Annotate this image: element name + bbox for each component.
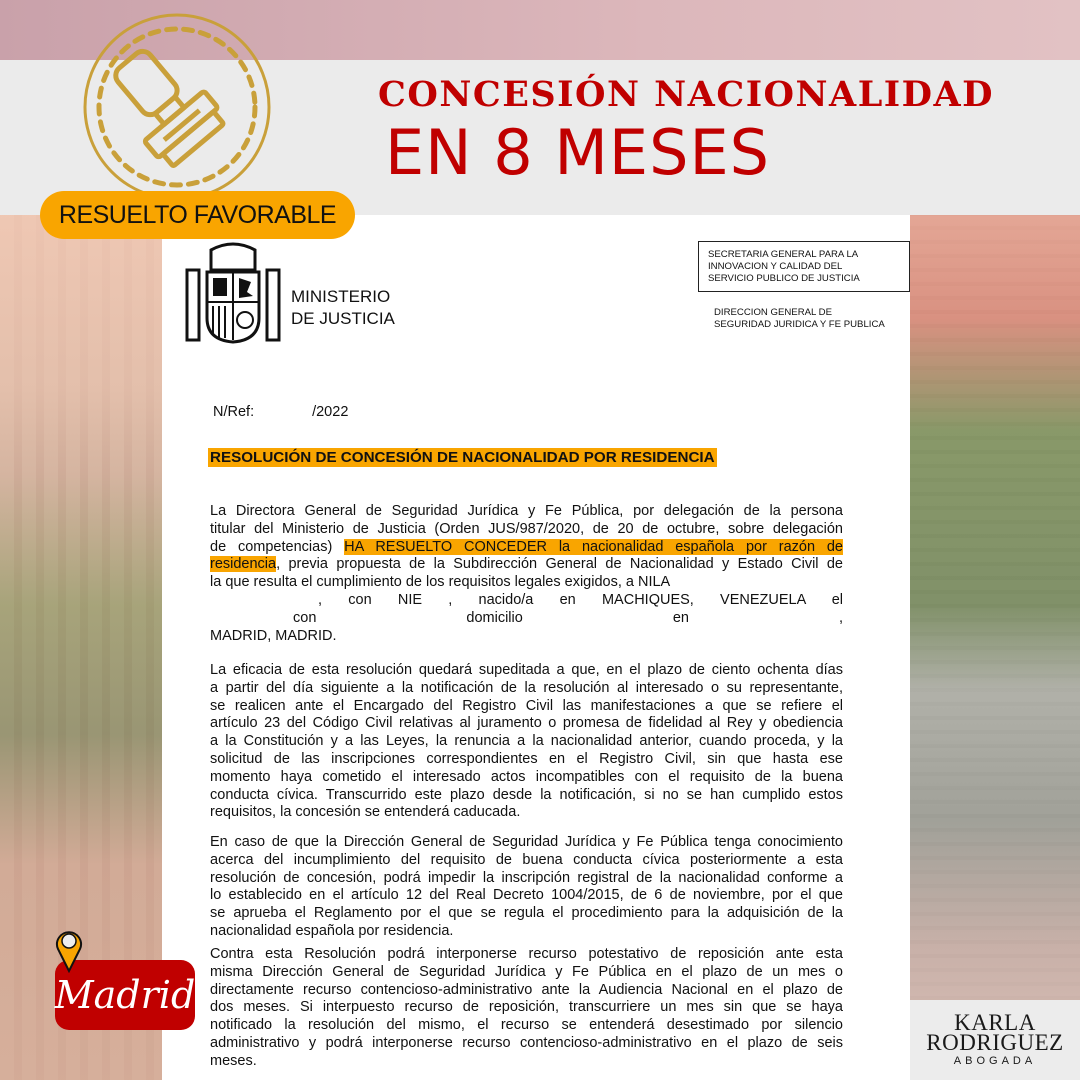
text-line bbox=[210, 804, 843, 822]
text: notificado la resolución del mismo, el recurso se entenderá desestimado por silencio bbox=[210, 1017, 843, 1034]
text: La eficacia de esta resolución quedará supeditada a que, en el plazo de ciento ochenta días bbox=[210, 662, 843, 678]
brand-name: KARLA bbox=[954, 1010, 1036, 1035]
text-line bbox=[210, 787, 843, 805]
text-line bbox=[210, 1053, 843, 1071]
text-line bbox=[210, 905, 843, 923]
text: conducta cívica. Transcurrido este plazo desde la notificación, si no se han cumplido estos bbox=[210, 786, 843, 803]
secretaria-line: SERVICIO PUBLICO DE JUSTICIA bbox=[708, 273, 860, 284]
text-line bbox=[210, 946, 843, 964]
text: de competencias) bbox=[210, 538, 345, 555]
map-pin-icon bbox=[55, 927, 83, 973]
highlighted-text: HA RESUELTO CONCEDER la nacionalidad española por razón de bbox=[344, 538, 843, 555]
text-line bbox=[210, 887, 843, 905]
secretaria-box bbox=[698, 241, 910, 292]
text: directamente recurso contencioso-administrativo ante la Audiencia Nacional en el plazo de bbox=[210, 981, 843, 998]
paragraph bbox=[210, 662, 843, 822]
headline: CONCESIÓN NACIONALIDAD bbox=[378, 74, 995, 115]
headline-subtitle: EN 8 MESES bbox=[385, 116, 770, 189]
text: , con NIE , nacido/a en MACHIQUES, VENEZUELA el bbox=[318, 591, 843, 608]
text: administrativo y podrá interponerse recurso contencioso-administrativo en el plazo de seis bbox=[210, 1034, 843, 1051]
direccion-line: SEGURIDAD JURIDICA Y FE PUBLICA bbox=[714, 319, 885, 330]
text: solicitud de las inscripciones correspondientes en el Registro Civil, sin que hasta ese bbox=[210, 750, 843, 767]
direccion-line: DIRECCION GENERAL DE bbox=[714, 307, 832, 318]
text: se aprueba el Reglamento por el que se regula el procedimiento para la adquisición de la bbox=[210, 905, 843, 922]
paragraph bbox=[210, 946, 843, 1071]
brand-surname: RODRIGUEZ bbox=[926, 1030, 1064, 1055]
text: la que resulta el cumplimiento de los requisitos legales exigidos, a NILA bbox=[210, 574, 671, 591]
resolved-badge: RESUELTO FAVORABLE bbox=[40, 191, 355, 239]
text: La Directora General de Seguridad Jurídica y Fe Pública, por delegación de la persona bbox=[210, 503, 843, 519]
text-line bbox=[210, 769, 843, 787]
text: lo establecido en el artículo 12 del Real Decreto 1004/2015, de 6 de noviembre, por el que bbox=[210, 887, 843, 904]
text: MADRID, MADRID. bbox=[210, 627, 337, 644]
brand-logo bbox=[910, 1000, 1080, 1080]
text-line bbox=[210, 923, 843, 941]
brand-subtitle: ABOGADA bbox=[953, 1055, 1037, 1067]
location-badge: Madrid bbox=[55, 960, 195, 1030]
highlighted-text: residencia bbox=[210, 556, 277, 573]
direccion-general bbox=[714, 307, 885, 331]
text-line bbox=[210, 574, 843, 592]
ministry-name bbox=[291, 286, 395, 330]
coat-of-arms-icon bbox=[183, 240, 283, 345]
text: En caso de que la Dirección General de Seguridad Jurídica y Fe Pública tenga conocimiento bbox=[210, 834, 843, 850]
text: nacionalidad española por residencia. bbox=[210, 922, 454, 939]
text-line bbox=[210, 556, 843, 574]
text-line bbox=[210, 592, 843, 610]
text: misma Dirección General de Seguridad Jurídica y Fe Pública en el plazo de un mes o bbox=[210, 963, 843, 980]
secretaria-line: SECRETARIA GENERAL PARA LA bbox=[708, 249, 859, 260]
text-line bbox=[210, 733, 843, 751]
ministry-line: DE JUSTICIA bbox=[291, 309, 395, 328]
text-line bbox=[210, 999, 843, 1017]
text: titular del Ministerio de Justicia (Orden JUS/987/2020, de 20 de octubre, sobre delegación bbox=[210, 520, 843, 537]
text-line bbox=[210, 698, 843, 716]
paragraph bbox=[210, 503, 843, 645]
text: a partir del día siguiente a la notificación de la resolución al interesado o su representante, bbox=[210, 679, 843, 696]
text-line bbox=[210, 539, 843, 557]
text-line bbox=[210, 964, 843, 982]
text-line bbox=[210, 521, 843, 539]
paragraph bbox=[210, 834, 843, 941]
text-line bbox=[210, 852, 843, 870]
text: con domicilio en , bbox=[293, 609, 843, 626]
text-line bbox=[210, 1017, 843, 1035]
text-line bbox=[210, 628, 843, 646]
text-line bbox=[210, 982, 843, 1000]
text-line bbox=[210, 503, 843, 521]
text-line bbox=[210, 751, 843, 769]
stamp-icon bbox=[82, 12, 272, 202]
text-line bbox=[210, 834, 843, 852]
text: se realicen ante el Encargado del Registro Civil las manifestaciones a que se refiere el bbox=[210, 697, 843, 714]
text-line bbox=[210, 662, 843, 680]
secretaria-line: INNOVACION Y CALIDAD DEL bbox=[708, 261, 843, 272]
nref-label: N/Ref: bbox=[213, 404, 255, 420]
text-line bbox=[210, 715, 843, 733]
text: momento haya cometido el interesado actos incompatibles con el requisito de la buena bbox=[210, 768, 843, 785]
text-line bbox=[210, 1035, 843, 1053]
text: , previa propuesta de la Subdirección General de Nacionalidad y Estado Civil de bbox=[276, 556, 843, 573]
text: artículo 23 del Código Civil relativas al juramento o promesa de fidelidad al Rey y obediencia bbox=[210, 715, 843, 732]
text: Contra esta Resolución podrá interponerse recurso potestativo de reposición ante esta bbox=[210, 946, 843, 962]
city-photo-right bbox=[910, 215, 1080, 1080]
reference bbox=[213, 404, 348, 420]
text: a la Constitución y a las Leyes, la renuncia a la nacionalidad anterior, cuando proceda, y la bbox=[210, 733, 843, 750]
nref-value: /2022 bbox=[312, 404, 349, 420]
text-line bbox=[210, 680, 843, 698]
text: resolución de concesión, podrá impedir la inscripción registral de la nacionalidad conforme a bbox=[210, 869, 843, 886]
text: meses. bbox=[210, 1052, 257, 1069]
text: acerca del incumplimiento del requisito de buena conducta cívica posteriormente a esta bbox=[210, 851, 843, 868]
text: requisitos, la concesión se entenderá caducada. bbox=[210, 804, 521, 821]
text-line bbox=[210, 610, 843, 628]
ministry-line: MINISTERIO bbox=[291, 287, 391, 306]
text: dos meses. Si interpuesto recurso de reposición, transcurriere un mes sin que se haya bbox=[210, 999, 843, 1016]
text-line bbox=[210, 870, 843, 888]
resolution-title: RESOLUCIÓN DE CONCESIÓN DE NACIONALIDAD POR RESIDENCIA bbox=[210, 449, 715, 466]
